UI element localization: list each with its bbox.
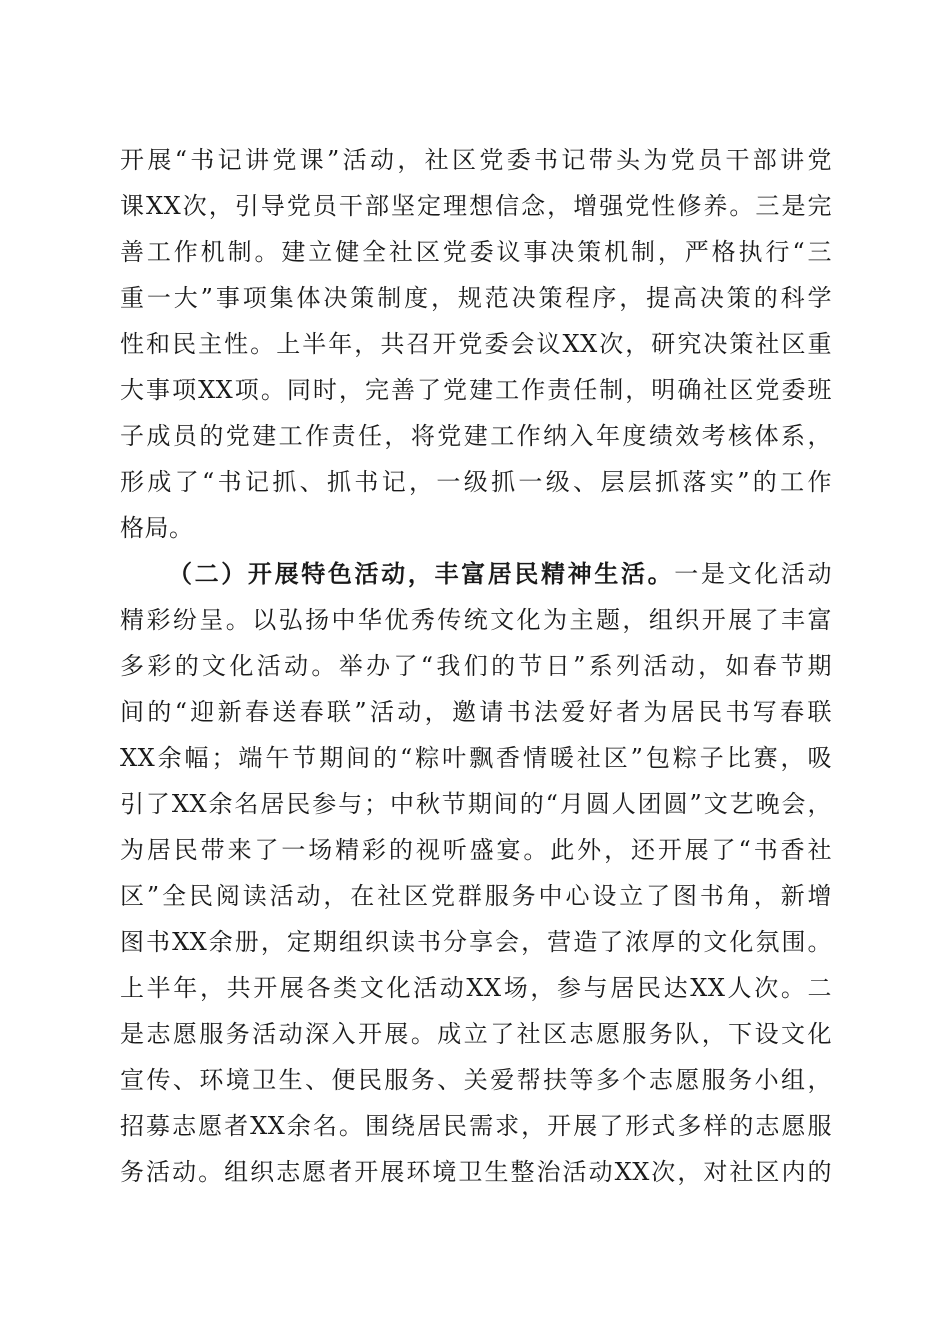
body-text-line: 形成了“书记抓、抓书记，一级抓一级、层层抓落实”的工作	[120, 468, 832, 496]
body-text-line: 区”全民阅读活动，在社区党群服务中心设立了图书角，新增	[120, 882, 832, 910]
body-text-line: 开展“书记讲党课”活动，社区党委书记带头为党员干部讲党	[120, 146, 832, 174]
body-text-line: 格局。	[120, 514, 194, 542]
body-text-line: 善工作机制。建立健全社区党委议事决策机制，严格执行“三	[120, 238, 832, 266]
body-text-line: 是志愿服务活动深入开展。成立了社区志愿服务队，下设文化	[120, 1020, 832, 1048]
body-text-line: 重一大”事项集体决策制度，规范决策程序，提高决策的科学	[120, 284, 832, 312]
body-text-line: 宣传、环境卫生、便民服务、关爱帮扶等多个志愿服务小组，	[120, 1066, 832, 1094]
body-text-line: 精彩纷呈。以弘扬中华优秀传统文化为主题，组织开展了丰富	[120, 606, 832, 634]
body-text-line: 大事项XX项。同时，完善了党建工作责任制，明确社区党委班	[120, 376, 832, 404]
body-text-line: 为居民带来了一场精彩的视听盛宴。此外，还开展了“书香社	[120, 836, 832, 864]
section-heading-line	[168, 552, 832, 596]
body-text-line: 间的“迎新春送春联”活动，邀请书法爱好者为居民书写春联	[120, 698, 832, 726]
body-text-line: 务活动。组织志愿者开展环境卫生整治活动XX次，对社区内的	[120, 1158, 832, 1186]
body-text-line: 课XX次，引导党员干部坚定理想信念，增强党性修养。三是完	[120, 192, 832, 220]
body-text-line: 上半年，共开展各类文化活动XX场，参与居民达XX人次。二	[120, 974, 832, 1002]
body-text-line: 招募志愿者XX余名。围绕居民需求，开展了形式多样的志愿服	[120, 1112, 832, 1140]
section-heading: （二）开展特色活动，丰富居民精神生活。	[168, 559, 675, 588]
body-text-line: 多彩的文化活动。举办了“我们的节日”系列活动，如春节期	[120, 652, 832, 680]
body-text-line: 子成员的党建工作责任，将党建工作纳入年度绩效考核体系，	[120, 422, 832, 450]
body-text-segment: 一是文化活动	[674, 560, 833, 588]
body-text-line: XX余幅；端午节期间的“粽叶飘香情暖社区”包粽子比赛，吸	[120, 744, 832, 772]
body-text-line: 性和民主性。上半年，共召开党委会议XX次，研究决策社区重	[120, 330, 832, 358]
body-text-line: 引了XX余名居民参与；中秋节期间的“月圆人团圆”文艺晚会，	[120, 790, 832, 818]
body-text-line: 图书XX余册，定期组织读书分享会，营造了浓厚的文化氛围。	[120, 928, 832, 956]
